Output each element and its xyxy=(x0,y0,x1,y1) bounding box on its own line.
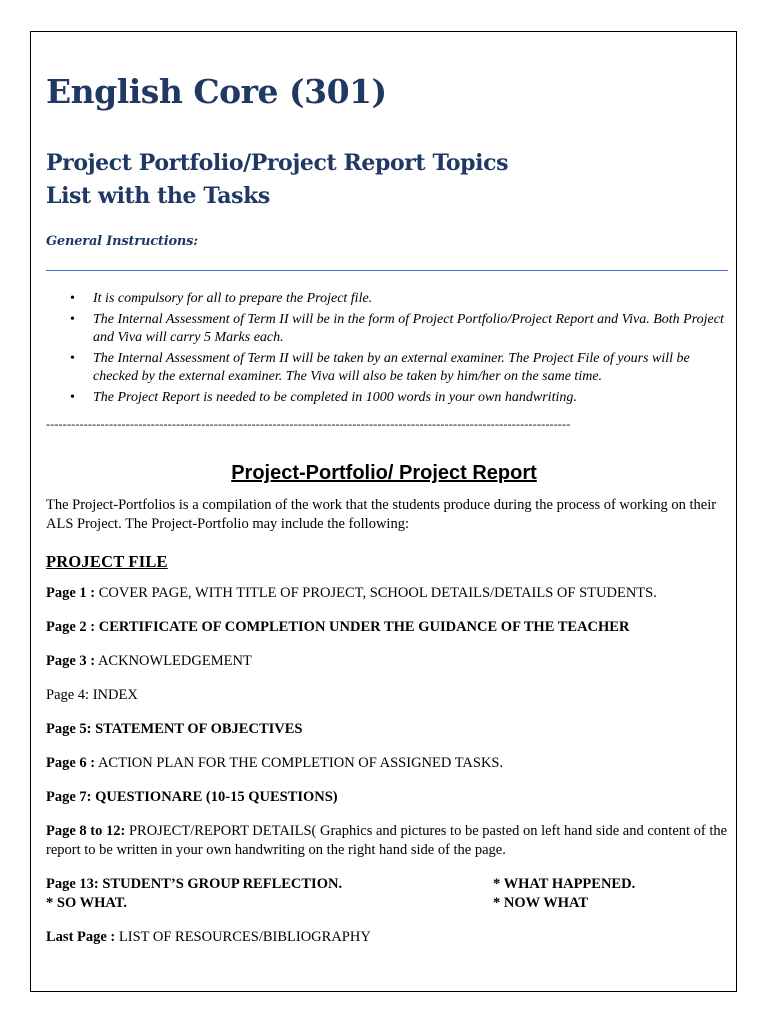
page-5-entry xyxy=(46,720,728,739)
section-title: Project-Portfolio/ Project Report xyxy=(231,462,537,484)
entry-label: Page 7: QUESTIONARE (10-15 QUESTIONS) xyxy=(46,789,338,805)
entry-text: COVER PAGE, WITH TITLE OF PROJECT, SCHOOL DETAILS/DETAILS OF STUDENTS. xyxy=(95,585,657,601)
entry-label: Last Page : xyxy=(46,929,116,945)
reflection-item: * SO WHAT. xyxy=(46,895,127,911)
instruction-item xyxy=(46,350,728,386)
page-8-12-entry xyxy=(46,822,728,860)
heading-divider xyxy=(46,270,728,271)
project-file-heading: PROJECT FILE xyxy=(46,552,168,571)
entry-label: Page 3 : xyxy=(46,653,96,669)
instruction-text: The Internal Assessment of Term II will be in the form of Project Portfolio/Project Report and Viva. Both Project and Viva will carry 5 Marks each. xyxy=(93,312,724,345)
instruction-item xyxy=(46,389,728,407)
instruction-text: The Internal Assessment of Term II will be taken by an external examiner. The Project File of yours will be checked by the external examiner. The Viva will also be taken by him/her on the same time. xyxy=(93,351,690,384)
page-1-entry xyxy=(46,584,728,603)
entry-text: ACKNOWLEDGEMENT xyxy=(95,653,252,669)
general-instructions-label: General Instructions: xyxy=(46,234,198,249)
bullet-icon: • xyxy=(70,312,75,327)
dashed-separator: ----------------------------------------------------------------------------------------------------------------------------- xyxy=(46,417,571,431)
page-4-entry xyxy=(46,686,728,705)
entry-text: PROJECT/REPORT DETAILS( Graphics and pictures to be pasted on left hand side and content of the report to be written in your own handwriting on the right hand side of the page. xyxy=(46,823,728,858)
bullet-icon: • xyxy=(70,390,75,405)
entry-text: ACTION PLAN FOR THE COMPLETION OF ASSIGNED TASKS. xyxy=(95,755,504,771)
instruction-text: It is compulsory for all to prepare the Project file. xyxy=(93,291,373,306)
bullet-icon: • xyxy=(70,351,75,366)
subtitle-line: Project Portfolio/Project Report Topics xyxy=(46,150,509,176)
instructions-list xyxy=(46,290,728,410)
entry-text: Page 4: INDEX xyxy=(46,687,138,703)
entry-text: LIST OF RESOURCES/BIBLIOGRAPHY xyxy=(115,929,371,945)
page-7-entry xyxy=(46,788,728,807)
reflection-right-column xyxy=(493,875,635,913)
page-frame xyxy=(30,31,737,992)
page-title: English Core (301) xyxy=(46,72,387,111)
entry-label: Page 5: STATEMENT OF OBJECTIVES xyxy=(46,721,303,737)
bullet-icon: • xyxy=(70,291,75,306)
entry-label: Page 1 : xyxy=(46,585,96,601)
last-page-entry xyxy=(46,928,728,947)
page-subtitle xyxy=(46,147,508,213)
instruction-item xyxy=(46,290,728,308)
page-13-entry xyxy=(46,875,728,913)
entry-label: Page 13: STUDENT’S GROUP REFLECTION. xyxy=(46,876,343,892)
reflection-item: * WHAT HAPPENED. xyxy=(493,876,636,892)
intro-paragraph: The Project-Portfolios is a compilation of the work that the students produce during the process of working on their ALS Project. The Project-Portfolio may include the following: xyxy=(46,497,717,532)
page-3-entry xyxy=(46,652,728,671)
reflection-item: * NOW WHAT xyxy=(493,895,589,911)
subtitle-line: List with the Tasks xyxy=(46,183,270,209)
page-2-entry xyxy=(46,618,728,637)
entry-label: Page 6 : xyxy=(46,755,96,771)
entry-label: Page 2 : CERTIFICATE OF COMPLETION UNDER THE GUIDANCE OF THE TEACHER xyxy=(46,619,630,635)
page-6-entry xyxy=(46,754,728,773)
instruction-text: The Project Report is needed to be completed in 1000 words in your own handwriting. xyxy=(93,390,577,405)
entry-label: Page 8 to 12: xyxy=(46,823,126,839)
instruction-item xyxy=(46,311,728,347)
